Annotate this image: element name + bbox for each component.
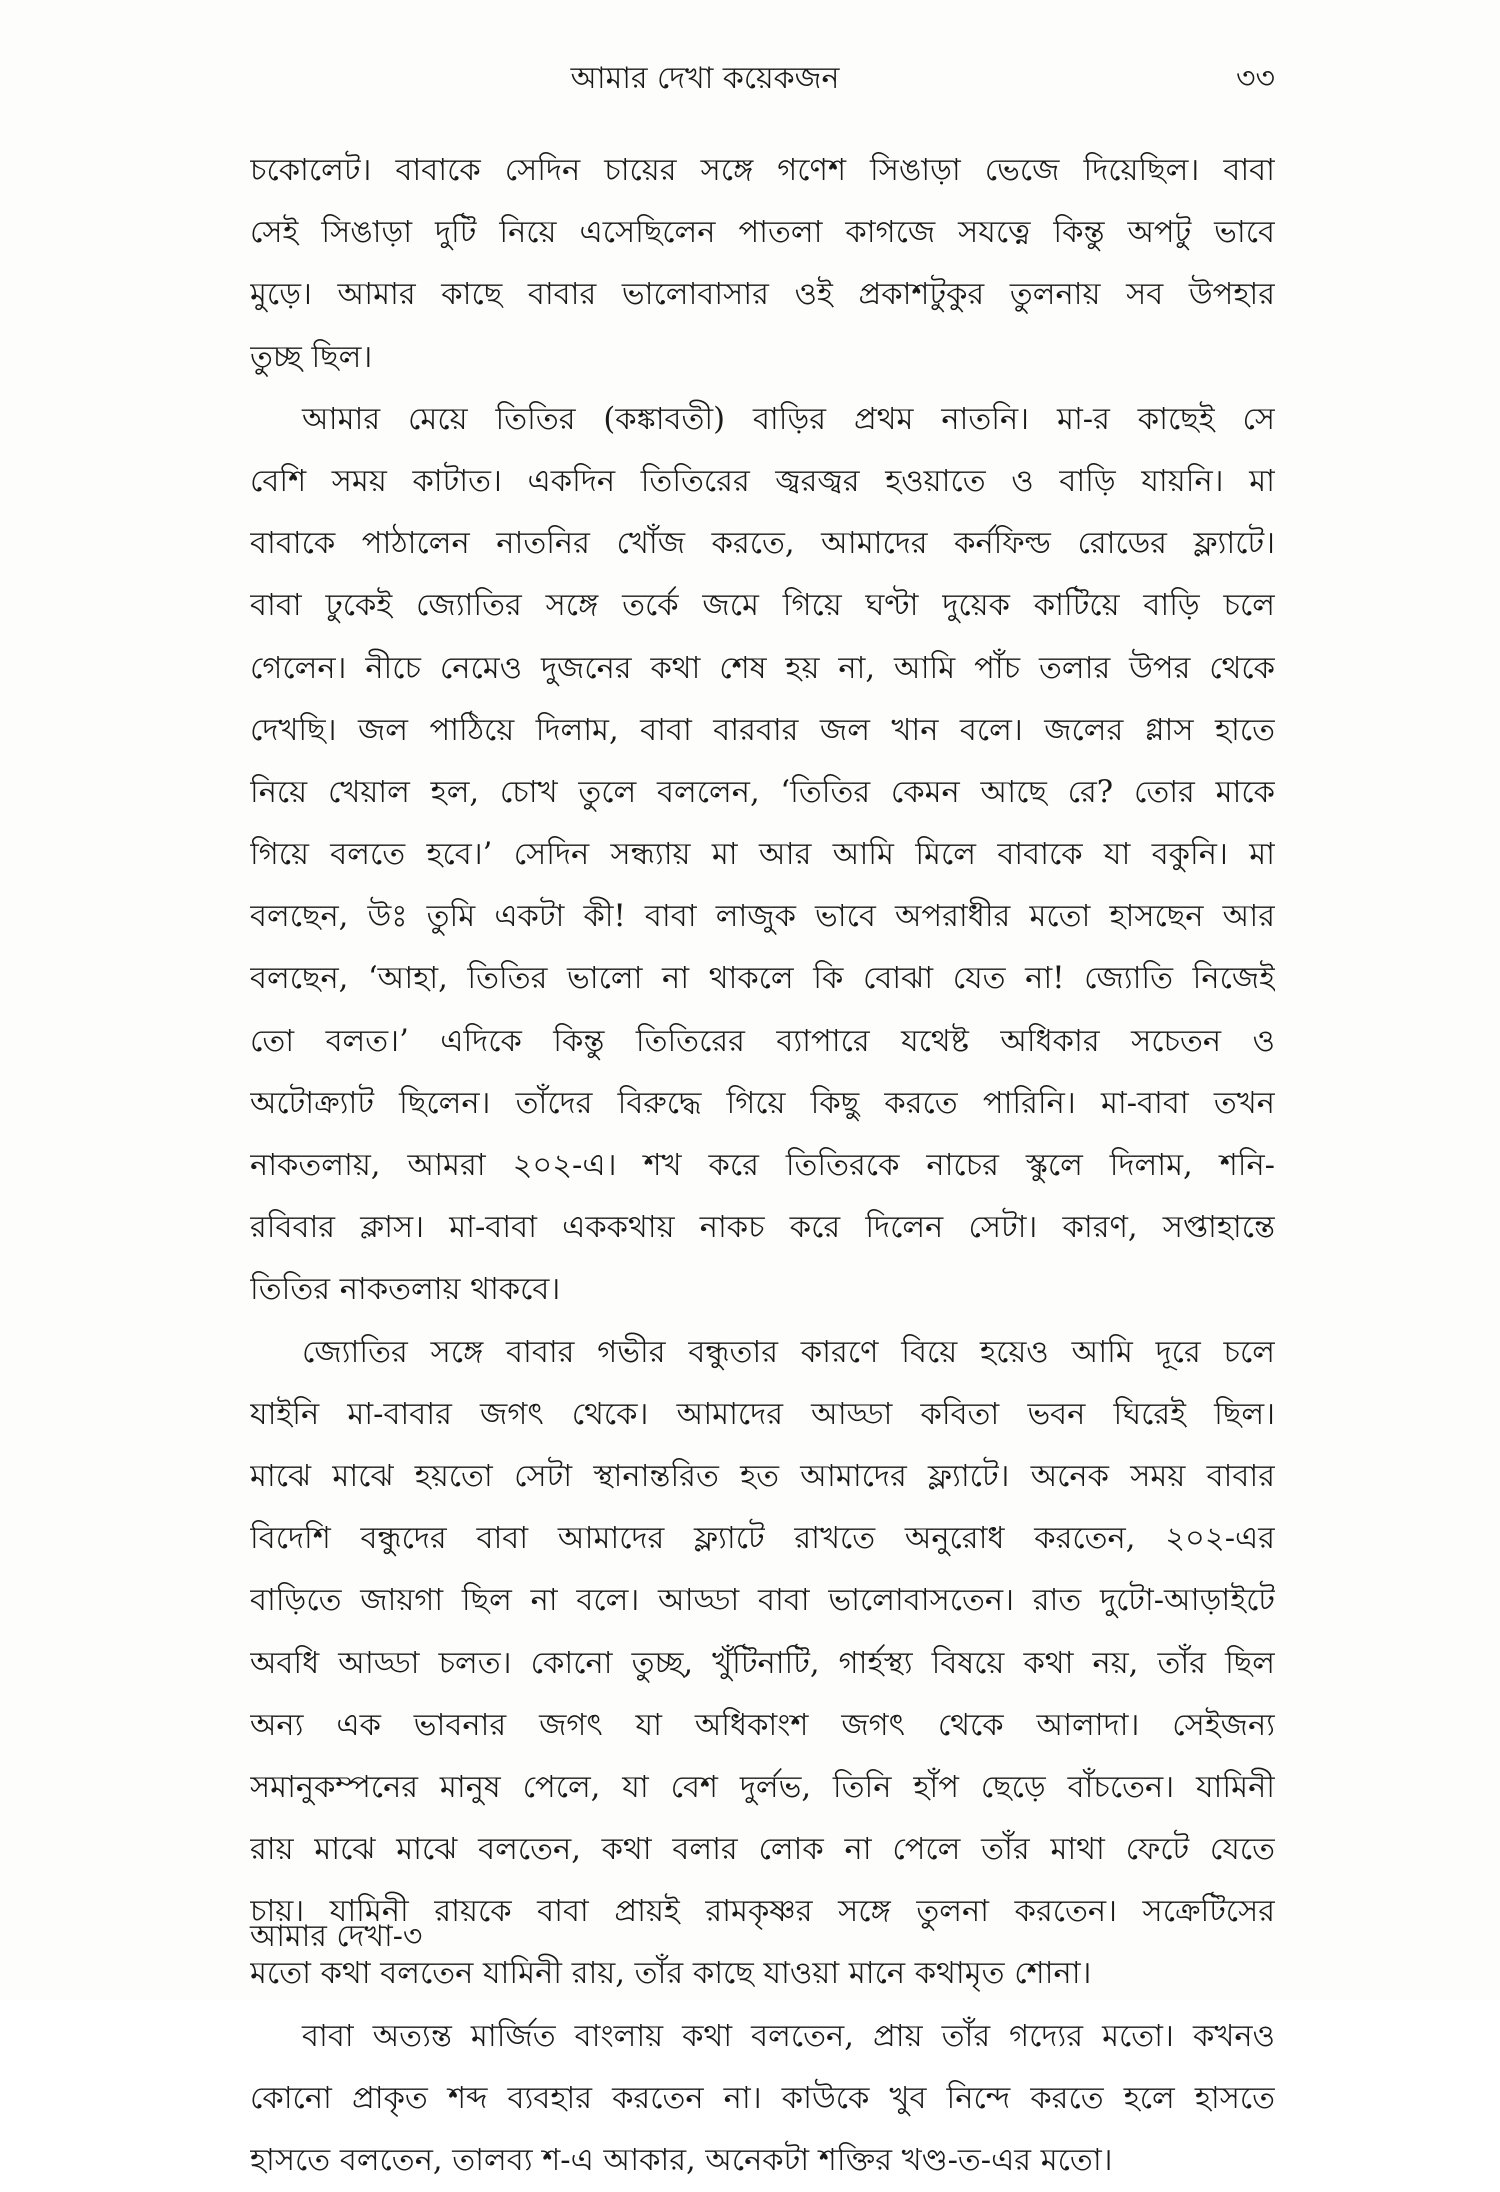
body-text — [250, 140, 1275, 2192]
text-line: সমানুকম্পনের মানুষ পেলে, যা বেশ দুর্লভ, তিনি হাঁপ ছেড়ে বাঁচতেন। যামিনী — [250, 1769, 1275, 1805]
text-line: মতো কথা বলতেন যামিনী রায়, তাঁর কাছে যাওয়া মানে কথামৃত শোনা। — [250, 1956, 1092, 1992]
text-line: দেখছি। জল পাঠিয়ে দিলাম, বাবা বারবার জল খান বলে। জলের গ্লাস হাতে — [250, 712, 1275, 748]
signature-mark: আমার দেখা-৩ — [250, 1919, 423, 1954]
text-line: রায় মাঝে মাঝে বলতেন, কথা বলার লোক না পেলে তাঁর মাথা ফেটে যেতে — [250, 1832, 1275, 1868]
text-line: নাকতলায়, আমরা ২০২-এ। শখ করে তিতিরকে নাচের স্কুলে দিলাম, শনি- — [250, 1148, 1275, 1183]
text-line: মাঝে মাঝে হয়তো সেটা স্থানান্তরিত হত আমাদের ফ্ল্যাটে। অনেক সময় বাবার — [250, 1458, 1275, 1494]
paragraph-start-line: আমার মেয়ে তিতির (কঙ্কাবতী) বাড়ির প্রথম নাতনি। মা-র কাছেই সে — [302, 401, 1275, 437]
paragraph-start-line: বাবা অত্যন্ত মার্জিত বাংলায় কথা বলতেন, প্রায় তাঁর গদ্যের মতো। কখনও — [302, 2018, 1275, 2054]
page-number: ৩৩ — [1235, 61, 1275, 96]
text-line: বলছেন, উঃ তুমি একটা কী! বাবা লাজুক ভাবে অপরাধীর মতো হাসছেন আর — [250, 899, 1275, 935]
text-line: হাসতে বলতেন, তালব্য শ-এ আকার, অনেকটা শক্তির খণ্ড-ত-এর মতো। — [250, 2143, 1113, 2178]
text-line: বাবা ঢুকেই জ্যোতির সঙ্গে তর্কে জমে গিয়ে ঘণ্টা দুয়েক কাটিয়ে বাড়ি চলে — [250, 588, 1275, 624]
running-title: আমার দেখা কয়েকজন — [570, 61, 840, 96]
text-line: বলছেন, ‘আহা, তিতির ভালো না থাকলে কি বোঝা যেত না! জ্যোতি নিজেই — [250, 961, 1275, 997]
text-line: বাড়িতে জায়গা ছিল না বলে। আড্ডা বাবা ভালোবাসতেন। রাত দুটো-আড়াইটে — [250, 1583, 1275, 1619]
text-line: চকোলেট। বাবাকে সেদিন চায়ের সঙ্গে গণেশ সিঙাড়া ভেজে দিয়েছিল। বাবা — [250, 153, 1275, 188]
text-line: তিতির নাকতলায় থাকবে। — [250, 1272, 561, 1308]
text-line: মুড়ে। আমার কাছে বাবার ভালোবাসার ওই প্রকাশটুকুর তুলনায় সব উপহার — [250, 277, 1275, 313]
text-line: বাবাকে পাঠালেন নাতনির খোঁজ করতে, আমাদের কর্নফিল্ড রোডের ফ্ল্যাটে। — [250, 526, 1275, 562]
text-line: তুচ্ছ ছিল। — [250, 339, 373, 375]
text-line: রবিবার ক্লাস। মা-বাবা এককথায় নাকচ করে দিলেন সেটা। কারণ, সপ্তাহান্তে — [250, 1210, 1275, 1246]
text-line: বিদেশি বন্ধুদের বাবা আমাদের ফ্ল্যাটে রাখতে অনুরোধ করতেন, ২০২-এর — [250, 1521, 1275, 1557]
text-line: গেলেন। নীচে নেমেও দুজনের কথা শেষ হয় না, আমি পাঁচ তলার উপর থেকে — [250, 650, 1275, 686]
paragraph-start-line: জ্যোতির সঙ্গে বাবার গভীর বন্ধুতার কারণে বিয়ে হয়েও আমি দূরে চলে — [302, 1334, 1275, 1370]
text-line: গিয়ে বলতে হবে।’ সেদিন সন্ধ্যায় মা আর আমি মিলে বাবাকে যা বকুনি। মা — [250, 837, 1275, 873]
running-head — [255, 54, 1275, 104]
text-line: কোনো প্রাকৃত শব্দ ব্যবহার করতেন না। কাউকে খুব নিন্দে করতে হলে হাসতে — [250, 2080, 1275, 2116]
text-line: অবধি আড্ডা চলত। কোনো তুচ্ছ, খুঁটিনাটি, গার্হস্থ্য বিষয়ে কথা নয়, তাঁর ছিল — [250, 1645, 1275, 1681]
text-line: বেশি সময় কাটাত। একদিন তিতিরের জ্বরজ্বর হওয়াতে ও বাড়ি যায়নি। মা — [250, 463, 1275, 499]
text-line: যাইনি মা-বাবার জগৎ থেকে। আমাদের আড্ডা কবিতা ভবন ঘিরেই ছিল। — [250, 1396, 1275, 1432]
text-line: অন্য এক ভাবনার জগৎ যা অধিকাংশ জগৎ থেকে আলাদা। সেইজন্য — [250, 1707, 1275, 1743]
text-line: নিয়ে খেয়াল হল, চোখ তুলে বললেন, ‘তিতির কেমন আছে রে? তোর মাকে — [250, 774, 1275, 810]
text-line: সেই সিঙাড়া দুটি নিয়ে এসেছিলেন পাতলা কাগজে সযত্নে কিন্তু অপটু ভাবে — [250, 215, 1275, 251]
text-line: অটোক্র্যাট ছিলেন। তাঁদের বিরুদ্ধে গিয়ে কিছু করতে পারিনি। মা-বাবা তখন — [250, 1085, 1275, 1121]
text-line: তো বলত।’ এদিকে কিন্তু তিতিরের ব্যাপারে যথেষ্ট অধিকার সচেতন ও — [250, 1023, 1275, 1059]
text-line: চায়। যামিনী রায়কে বাবা প্রায়ই রামকৃষ্ণর সঙ্গে তুলনা করতেন। সক্রেটিসের — [250, 1894, 1275, 1930]
